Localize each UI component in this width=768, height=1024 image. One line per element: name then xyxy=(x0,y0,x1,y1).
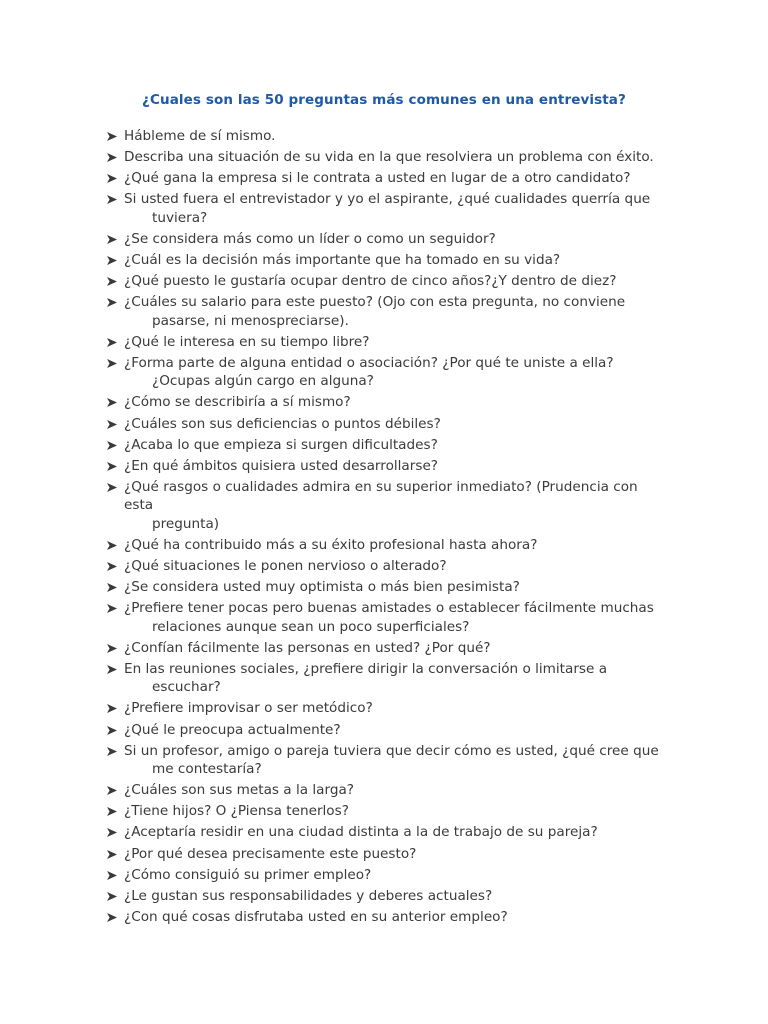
arrowhead-bullet-icon xyxy=(107,127,119,145)
question-text xyxy=(124,803,349,819)
question-item-21 xyxy=(104,660,664,697)
arrowhead-bullet-icon xyxy=(107,599,119,617)
question-item-5 xyxy=(104,230,664,249)
arrowhead-bullet-icon xyxy=(107,845,119,863)
question-line-1: ¿Qué puesto le gustaría ocupar dentro de cinco años?¿Y dentro de diez? xyxy=(124,273,617,290)
arrowhead-bullet-icon xyxy=(107,557,119,575)
question-line-1: En las reuniones sociales, ¿prefiere dirigir la conversación o limitarse a xyxy=(124,660,608,677)
question-item-27 xyxy=(104,823,664,842)
arrowhead-bullet-icon xyxy=(107,802,119,820)
question-text xyxy=(124,273,616,289)
question-line-2: tuviera? xyxy=(152,209,208,226)
arrowhead-bullet-icon xyxy=(107,251,119,269)
question-line-1: Hábleme de sí mismo. xyxy=(124,128,276,144)
arrowhead-bullet-icon xyxy=(107,742,119,760)
question-text xyxy=(124,888,492,904)
question-line-1: ¿Por qué desea precisamente este puesto? xyxy=(124,845,417,862)
arrowhead-bullet-icon xyxy=(107,415,119,433)
question-item-10 xyxy=(104,354,664,391)
question-line-1: ¿Aceptaría residir en una ciudad distinta a la de trabajo de su pareja? xyxy=(124,824,598,841)
question-line-1: ¿Se considera más como un líder o como un seguidor? xyxy=(124,230,496,247)
question-item-25 xyxy=(104,781,664,800)
arrowhead-bullet-icon xyxy=(107,190,119,208)
question-text xyxy=(124,700,373,716)
question-line-1: ¿Qué situaciones le ponen nervioso o alterado? xyxy=(124,558,447,574)
arrowhead-bullet-icon xyxy=(107,721,119,739)
arrowhead-bullet-icon xyxy=(107,436,119,454)
question-item-31 xyxy=(104,908,664,927)
question-line-1: ¿Forma parte de alguna entidad o asociación? ¿Por qué te uniste a ella? xyxy=(124,354,614,371)
arrowhead-bullet-icon xyxy=(107,578,119,596)
question-text xyxy=(124,128,275,144)
question-line-1: ¿Cuál es la decisión más importante que ha tomado en su vida? xyxy=(124,251,561,268)
question-line-1: ¿En qué ámbitos quisiera usted desarrollarse? xyxy=(124,457,439,474)
arrowhead-bullet-icon xyxy=(107,293,119,311)
question-list xyxy=(104,127,664,929)
arrowhead-bullet-icon xyxy=(107,393,119,411)
question-text xyxy=(124,846,416,862)
question-item-16 xyxy=(104,536,664,555)
question-line-1: ¿Qué gana la empresa si le contrata a usted en lugar de a otro candidato? xyxy=(124,170,631,187)
question-item-1 xyxy=(104,127,664,146)
question-text xyxy=(124,743,664,779)
question-text xyxy=(124,394,351,410)
question-text xyxy=(124,640,491,656)
question-line-1: ¿Prefiere tener pocas pero buenas amistades o establecer fácilmente muchas xyxy=(124,600,654,617)
question-item-3 xyxy=(104,169,664,188)
question-line-1: Describa una situación de su vida en la que resolviera un problema con éxito. xyxy=(124,149,654,166)
question-line-1: ¿Confían fácilmente las personas en usted? ¿Por qué? xyxy=(124,639,491,656)
question-line-1: ¿Tiene hijos? O ¿Piensa tenerlos? xyxy=(124,803,349,820)
question-text xyxy=(124,231,496,247)
question-line-1: Si usted fuera el entrevistador y yo el aspirante, ¿qué cualidades querría que xyxy=(124,191,651,208)
question-line-1: ¿Qué le preocupa actualmente? xyxy=(124,721,341,738)
arrowhead-bullet-icon xyxy=(107,169,119,187)
question-line-2: pregunta) xyxy=(152,515,220,532)
question-item-14 xyxy=(104,457,664,476)
arrowhead-bullet-icon xyxy=(107,148,119,166)
arrowhead-bullet-icon xyxy=(107,457,119,475)
question-item-13 xyxy=(104,436,664,455)
arrowhead-bullet-icon xyxy=(107,536,119,554)
question-text xyxy=(124,170,631,186)
question-item-6 xyxy=(104,251,664,270)
question-item-20 xyxy=(104,639,664,658)
question-item-7 xyxy=(104,272,664,291)
question-item-12 xyxy=(104,415,664,434)
question-text xyxy=(124,355,664,391)
question-line-1: ¿Qué ha contribuido más a su éxito profesional hasta ahora? xyxy=(124,536,538,553)
question-item-30 xyxy=(104,887,664,906)
question-item-9 xyxy=(104,333,664,352)
question-line-2: me contestaría? xyxy=(152,761,262,778)
question-item-29 xyxy=(104,866,664,885)
question-line-1: ¿Prefiere improvisar o ser metódico? xyxy=(124,700,373,717)
arrowhead-bullet-icon xyxy=(107,333,119,351)
page-title: ¿Cuales son las 50 preguntas más comunes en una entrevista? xyxy=(142,92,626,108)
question-text xyxy=(124,191,664,227)
question-line-1: ¿Cómo se describiría a sí mismo? xyxy=(124,394,351,411)
question-text xyxy=(124,334,370,350)
question-line-2: ¿Ocupas algún cargo en alguna? xyxy=(152,373,374,390)
arrowhead-bullet-icon xyxy=(107,699,119,717)
question-line-1: Si un profesor, amigo o pareja tuviera que decir cómo es usted, ¿qué cree que xyxy=(124,742,659,759)
question-line-1: ¿Cómo consiguió su primer empleo? xyxy=(124,866,372,883)
question-line-1: ¿Acaba lo que empieza si surgen dificultades? xyxy=(124,436,438,453)
question-line-1: ¿Cuáles son sus deficiencias o puntos débiles? xyxy=(124,415,441,432)
question-item-26 xyxy=(104,802,664,821)
arrowhead-bullet-icon xyxy=(107,781,119,799)
arrowhead-bullet-icon xyxy=(107,354,119,372)
arrowhead-bullet-icon xyxy=(107,639,119,657)
question-line-1: ¿Con qué cosas disfrutaba usted en su anterior empleo? xyxy=(124,908,508,925)
question-text xyxy=(124,149,654,165)
question-item-17 xyxy=(104,557,664,576)
question-line-2: pasarse, ni menospreciarse). xyxy=(152,312,349,329)
question-text xyxy=(124,537,537,553)
arrowhead-bullet-icon xyxy=(107,478,119,496)
question-item-18 xyxy=(104,578,664,597)
question-text xyxy=(124,722,341,738)
question-text xyxy=(124,782,354,798)
arrowhead-bullet-icon xyxy=(107,660,119,678)
question-text xyxy=(124,558,447,574)
question-text xyxy=(124,867,371,883)
question-item-15 xyxy=(104,478,664,534)
question-line-2: relaciones aunque sean un poco superficiales? xyxy=(152,618,470,635)
question-text xyxy=(124,600,664,636)
question-text xyxy=(124,661,664,697)
question-item-2 xyxy=(104,148,664,167)
arrowhead-bullet-icon xyxy=(107,230,119,248)
question-item-19 xyxy=(104,599,664,636)
question-text xyxy=(124,252,560,268)
arrowhead-bullet-icon xyxy=(107,887,119,905)
question-line-2: escuchar? xyxy=(152,679,221,696)
question-item-4 xyxy=(104,190,664,227)
arrowhead-bullet-icon xyxy=(107,823,119,841)
question-line-1: ¿Cuáles su salario para este puesto? (Ojo con esta pregunta, no conviene xyxy=(124,294,626,311)
question-text xyxy=(124,437,438,453)
question-line-1: ¿Qué le interesa en su tiempo libre? xyxy=(124,333,370,350)
question-text xyxy=(124,909,508,925)
question-line-1: ¿Qué rasgos o cualidades admira en su superior inmediato? (Prudencia con esta xyxy=(124,478,638,514)
question-item-22 xyxy=(104,699,664,718)
question-item-11 xyxy=(104,393,664,412)
question-item-8 xyxy=(104,293,664,330)
question-item-24 xyxy=(104,742,664,779)
question-line-1: ¿Le gustan sus responsabilidades y deberes actuales? xyxy=(124,887,493,904)
arrowhead-bullet-icon xyxy=(107,866,119,884)
question-line-1: ¿Cuáles son sus metas a la larga? xyxy=(124,782,355,799)
question-text xyxy=(124,416,441,432)
question-item-28 xyxy=(104,845,664,864)
question-item-23 xyxy=(104,721,664,740)
arrowhead-bullet-icon xyxy=(107,908,119,926)
question-text xyxy=(124,824,598,840)
arrowhead-bullet-icon xyxy=(107,272,119,290)
question-text xyxy=(124,458,438,474)
question-text xyxy=(124,579,520,595)
question-text xyxy=(124,294,664,330)
question-line-1: ¿Se considera usted muy optimista o más bien pesimista? xyxy=(124,579,520,596)
question-text xyxy=(124,479,664,534)
